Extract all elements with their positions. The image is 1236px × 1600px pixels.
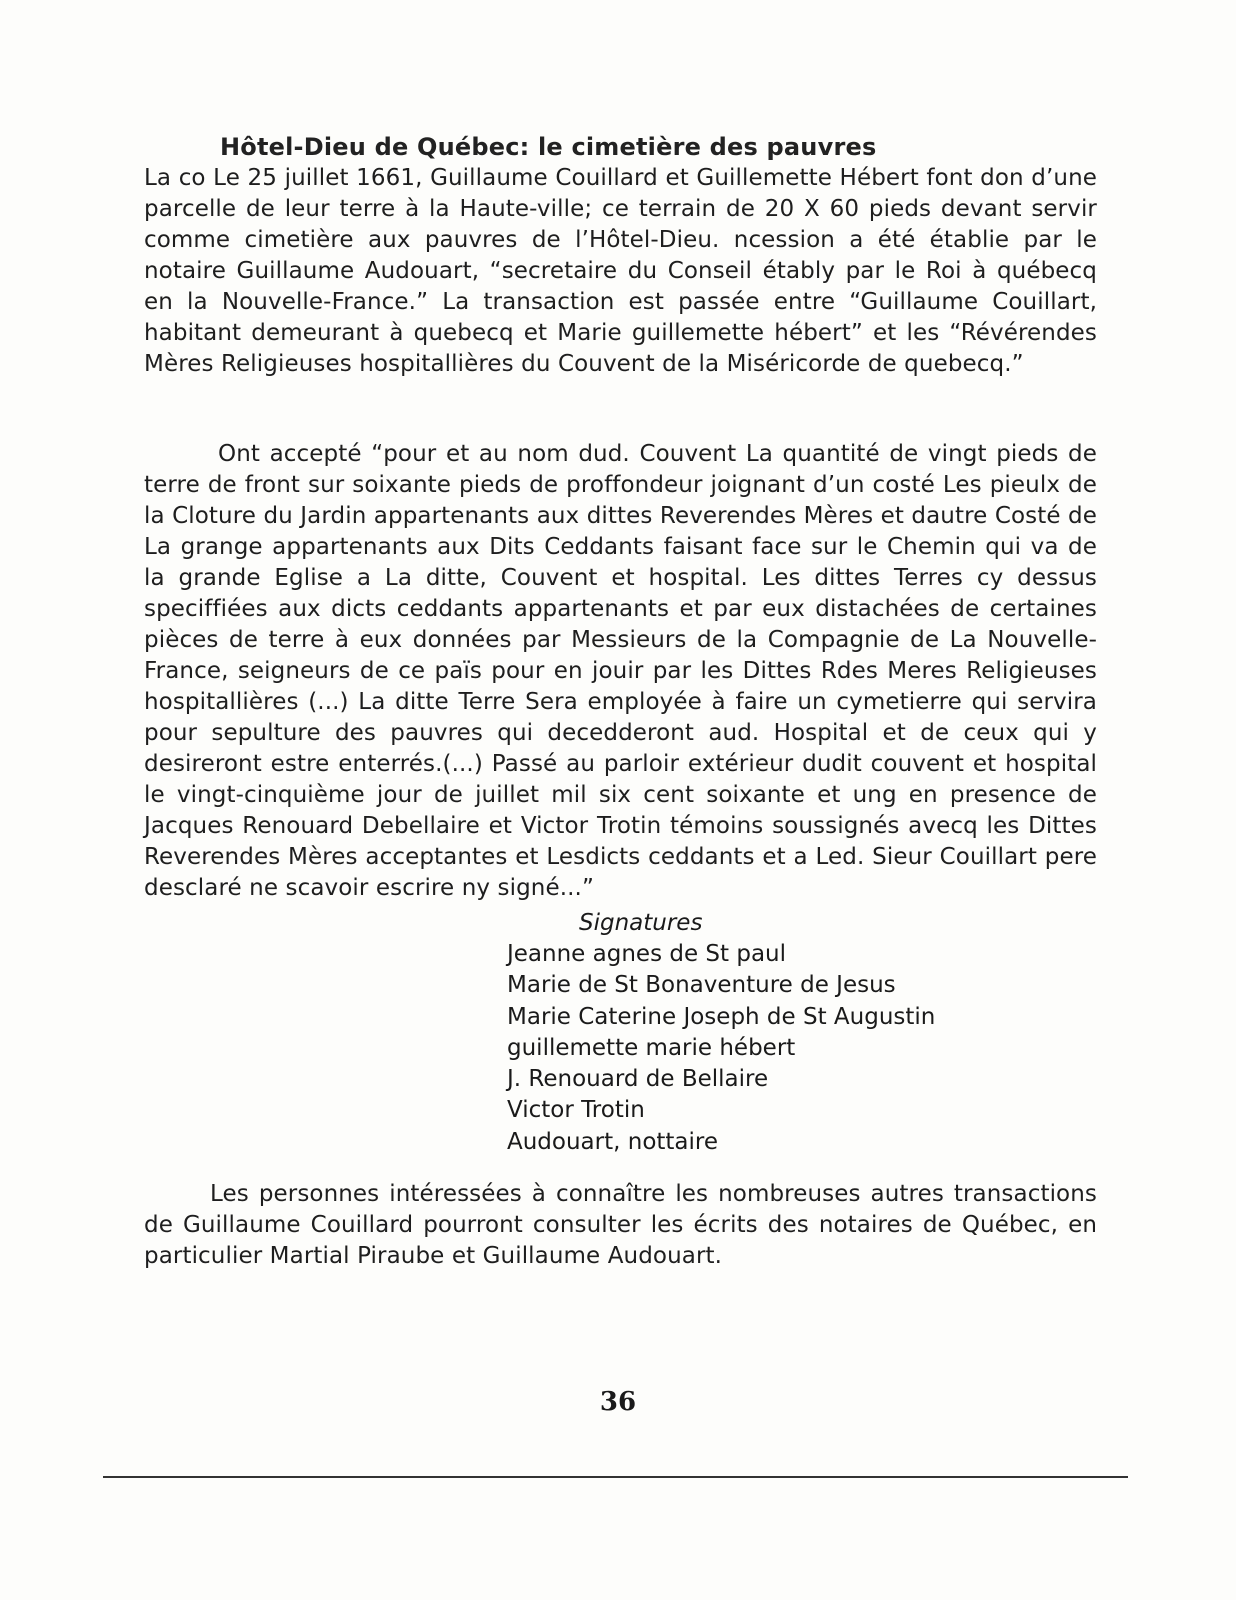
signature-item: Marie Caterine Joseph de St Augustin [507,1003,936,1030]
footer-divider [103,1476,1128,1478]
signatures-heading: Signatures [579,910,703,936]
paragraph-closing: Les personnes intéressées à connaître les nombreuses autres transactions de Guillaume Couillard pourront consulter les écrits des notaires de Québec, en particulier Martial Piraube et Guillaume Audouart. [144,1181,1097,1269]
signatures-list [507,939,935,1158]
signature-item: guillemette marie hébert [507,1034,796,1061]
page-number: 36 [599,1387,637,1417]
signature-item: Victor Trotin [507,1097,645,1124]
paragraph-deed-quote: Ont accepté “pour et au nom dud. Couvent La quantité de vingt pieds de terre de front sur soixante pieds de proffondeur joignant d’un costé Les pieulx de la Cloture du Jardin appartenants aux dittes Reverendes Mères et dautre Costé de La grange appartenants aux Dits Ceddants faisant face sur le Chemin qui va de la grande Eglise a La ditte, Couvent et hospital. Les dittes Terres cy dessus speciffiées aux dicts ceddants appartenants et par eux distachées de certaines pièces de terre à eux données par Messieurs de la Compagnie de La Nouvelle-France, seigneurs de ce païs pour en jouir par les Dittes Rdes Meres Religieuses hospitallières (...) La ditte Terre Sera employée à faire un cymetierre qui servira pour sepulture des pauvres qui decedderont aud. Hospital et de ceux qui y desireront estre enterrés.(...) Passé au parloir extérieur dudit couvent et hospital le vingt-cinquième jour de juillet mil six cent soixante et ung en presence de Jacques Renouard Debellaire et Victor Trotin témoins soussignés avecq les Dittes Reverendes Mères acceptantes et Lesdicts ceddants et a Led. Sieur Couillart pere desclaré ne scavoir escrire ny signé...” [144,441,1097,901]
signature-item: Audouart, nottaire [507,1128,719,1155]
signature-item: J. Renouard de Bellaire [507,1066,769,1093]
signature-item: Marie de St Bonaventure de Jesus [507,972,896,999]
signature-item: Jeanne agnes de St paul [507,941,787,967]
paragraph-intro: La co Le 25 juillet 1661, Guillaume Couillard et Guillemette Hébert font don d’une parcelle de leur terre à la Haute-ville; ce terrain de 20 X 60 pieds devant servir comme cimetière aux pauvres de l’Hôtel-Dieu. ncession a été établie par le notaire Guillaume Audouart, “secretaire du Conseil étably par le Roi à québecq en la Nouvelle-France.” La transaction est passée entre “Guillaume Couillart, habitant demeurant à quebecq et Marie guillemette hébert” et les “Révérendes Mères Religieuses hospitallières du Couvent de la Miséricorde de quebecq.” [144,165,1097,377]
page-title: Hôtel-Dieu de Québec: le cimetière des pauvres [220,133,877,161]
